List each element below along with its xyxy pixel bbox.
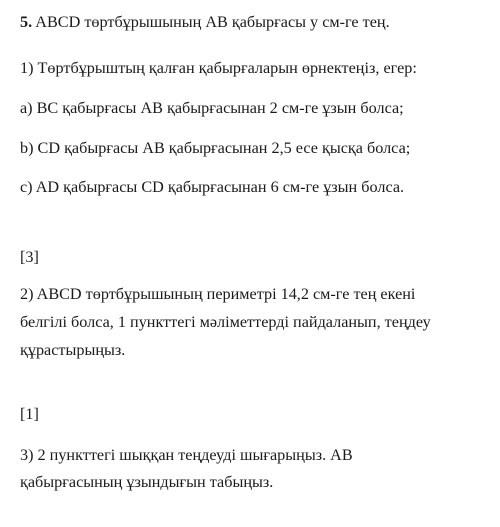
part1-points: [3] bbox=[20, 248, 39, 266]
part3-line-2: қабырғасының ұзындығын табыңыз. bbox=[20, 473, 274, 491]
part2-line-2: белгілі болса, 1 пункттегі мәліметтерді пайдаланып, теңдеу bbox=[20, 313, 431, 331]
part1-item-c: c) AD қабырғасы CD қабырғасынан 6 см-ге ұзын болса. bbox=[20, 178, 405, 196]
problem-statement: ABCD төртбұрышының АВ қабырғасы у см-ге тең. bbox=[35, 13, 390, 31]
part2-line-3: құрастырыңыз. bbox=[20, 341, 126, 359]
part2-points: [1] bbox=[20, 405, 39, 423]
part1-item-b: b) CD қабырғасы АВ қабырғасынан 2,5 есе қысқа болса; bbox=[20, 139, 411, 157]
problem-statement-line bbox=[20, 11, 494, 33]
part1-prompt: 1) Төртбұрыштың қалған қабырғаларын өрнектеңіз, егер: bbox=[20, 59, 417, 77]
part1-item-a: а) ВС қабырғасы АВ қабырғасынан 2 см-ге ұзын болса; bbox=[20, 99, 404, 117]
part3-line-1: 3) 2 пункттегі шыққан теңдеуді шығарыңыз. АВ bbox=[20, 446, 353, 464]
problem-number: 5. bbox=[20, 13, 33, 31]
part2-line-1: 2) ABCD төртбұрышының периметрі 14,2 см-ге тең екені bbox=[20, 285, 416, 303]
